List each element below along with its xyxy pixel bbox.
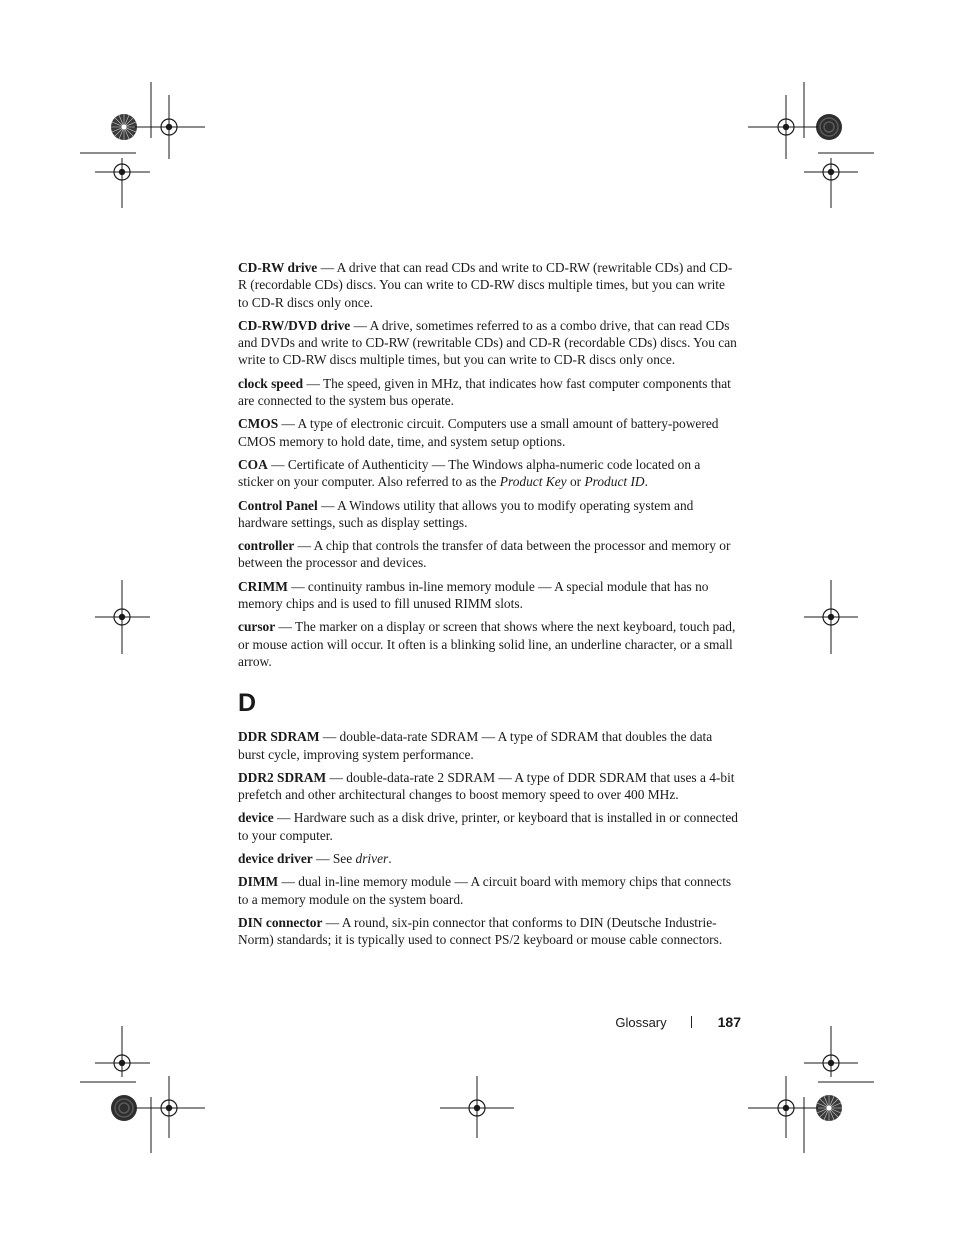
entry-term: COA (238, 456, 268, 472)
glossary-entry-coa (238, 456, 738, 491)
entry-definition: — The marker on a display or screen that shows where the next keyboard, touch pad, or mouse action will occur. It often is a blinking solid line, an underline character, or a small arrow. (238, 619, 736, 669)
glossary-entry-ddr-sdram (238, 728, 738, 763)
entry-term: clock speed (238, 375, 304, 391)
entry-definition: — A type of electronic circuit. Computers use a small amount of battery-powered CMOS memory to hold date, time, and system setup options. (238, 416, 719, 449)
entry-term: DIN connector (238, 914, 323, 930)
entry-definition: — double-data-rate 2 SDRAM — A type of DDR SDRAM that uses a 4-bit prefetch and other architectural changes to boost memory speed to over 400 MHz. (238, 769, 735, 803)
glossary-entry-device-driver (238, 850, 738, 867)
entry-definition: — continuity rambus in-line memory module — A special module that has no memory chips and is used to fill unused RIMM slots. (238, 578, 709, 612)
entry-definition: — double-data-rate SDRAM — A type of SDRAM that doubles the data burst cycle, improving system performance. (238, 729, 713, 762)
glossary-entry-dimm (238, 873, 738, 908)
glossary-entry-cmos (238, 415, 738, 450)
glossary-entry-clock-speed (238, 375, 738, 410)
entry-emphasis: Product Key (499, 474, 567, 490)
entry-term: DDR SDRAM (238, 729, 320, 745)
entry-emphasis: Product ID (584, 474, 645, 490)
entry-definition: — A round, six-pin connector that conforms to DIN (Deutsche Industrie-Norm) standards; it is typically used to connect PS/2 keyboard or mouse cable connectors. (238, 914, 723, 948)
glossary-entry-crimm (238, 578, 738, 613)
footer-section-name: Glossary (615, 1014, 667, 1030)
glossary-entry-cd-rw-drive (238, 259, 738, 311)
glossary-entry-ddr2-sdram (238, 769, 738, 804)
section-heading: D (238, 689, 257, 718)
entry-definition: — A drive that can read CDs and write to CD-RW (rewritable CDs) and CD-R (recordable CDs) discs. You can write to CD-RW discs multiple times, but you can write to CD-R discs only once. (238, 260, 733, 310)
page-number: 187 (717, 1014, 741, 1030)
entry-definition-end: . (644, 474, 648, 490)
glossary-entry-control-panel (238, 497, 738, 532)
entry-term: CD-RW drive (238, 260, 318, 275)
entry-term: DDR2 SDRAM (238, 769, 327, 785)
entry-definition: — dual in-line memory module — A circuit board with memory chips that connects to a memory module on the system board. (238, 874, 732, 907)
page-footer (560, 1014, 741, 1030)
entry-definition-end: . (388, 851, 392, 867)
glossary-entry-din-connector (238, 914, 738, 949)
entry-term: device (238, 810, 274, 826)
entry-term: cursor (238, 619, 276, 635)
entry-term: device driver (238, 851, 313, 867)
entry-term: CMOS (238, 416, 279, 432)
entry-term: CRIMM (238, 578, 288, 594)
entry-definition: — The speed, given in MHz, that indicates how fast computer components that are connected to the system bus operate. (238, 375, 731, 409)
glossary-entry-controller (238, 537, 738, 572)
footer-divider (691, 1016, 692, 1028)
glossary-entry-cursor (238, 618, 738, 670)
entry-term: controller (238, 538, 295, 554)
entry-term: DIMM (238, 874, 279, 890)
entry-definition: — A drive, sometimes referred to as a combo drive, that can read CDs and DVDs and write to CD-RW (rewritable CDs) and CD-R (recordable CDs) discs. You can write to CD-RW discs multiple times, but you can write to CD-R discs only once. (238, 317, 737, 368)
glossary-entry-cd-rw-dvd-drive (238, 317, 738, 369)
glossary-entry-device (238, 809, 738, 844)
entry-term: CD-RW/DVD drive (238, 317, 351, 333)
glossary-content (238, 259, 738, 955)
entry-definition: — Hardware such as a disk drive, printer, or keyboard that is installed in or connected to your computer. (238, 810, 738, 843)
entry-definition: — See (312, 851, 356, 867)
entry-definition: — Certificate of Authenticity — The Windows alpha-numeric code located on a sticker on your computer. Also referred to as the (238, 456, 701, 490)
entry-term: Control Panel (238, 497, 318, 513)
entry-definition: — A Windows utility that allows you to modify operating system and hardware settings, such as display settings. (238, 497, 694, 530)
entry-definition-cont: or (566, 474, 585, 490)
entry-emphasis: driver (355, 851, 389, 867)
entry-definition: — A chip that controls the transfer of data between the processor and memory or between the processor and devices. (238, 538, 731, 571)
